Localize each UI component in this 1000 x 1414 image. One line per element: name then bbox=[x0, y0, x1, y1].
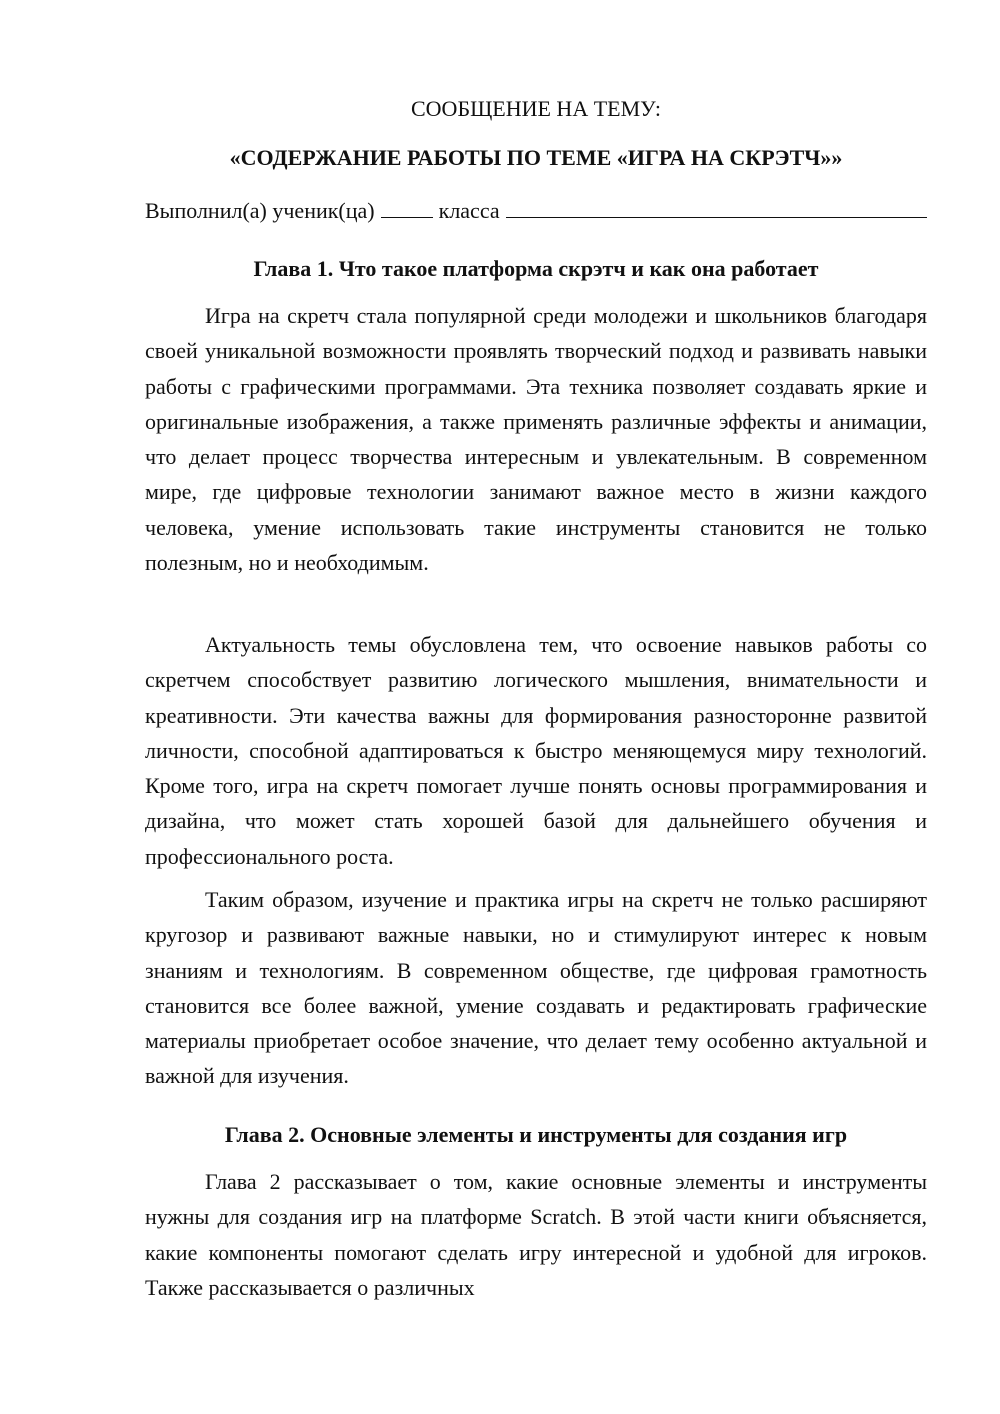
document-subtitle: «СОДЕРЖАНИЕ РАБОТЫ ПО ТЕМЕ «ИГРА НА СКРЭТЧ»» bbox=[229, 145, 843, 170]
class-label: класса bbox=[438, 198, 500, 223]
chapter-1-heading: Глава 1. Что такое платформа скрэтч и как она работает bbox=[253, 256, 819, 281]
chapter-1-paragraph-1: Игра на скретч стала популярной среди молодежи и школьников благодаря своей уникальной возможности проявлять творческий подход и развивать навыки работы с графическими программами. Эта техника позволяет создавать яркие и оригинальные изображения, а также применять различные эффекты и анимации, что делает процесс творчества интересным и увлекательным. В современном мире, где цифровые технологии занимают важное место в жизни каждого человека, умение использовать такие инструменты становится не только полезным, но и необходимым. bbox=[145, 303, 927, 576]
class-name-blank bbox=[506, 199, 927, 218]
grade-blank bbox=[381, 199, 433, 218]
document-title: СООБЩЕНИЕ НА ТЕМУ: bbox=[411, 96, 661, 121]
chapter-2-paragraph-1: Глава 2 рассказывает о том, какие основные элементы и инструменты нужны для создания игр на платформе Scratch. В этой части книги объясняется, какие компоненты помогают сделать игру интересной и удобной для игроков. Также рассказывается о различных bbox=[145, 1169, 927, 1300]
performed-by-label: Выполнил(а) ученик(ца) bbox=[145, 198, 375, 223]
chapter-2-heading: Глава 2. Основные элементы и инструменты для создания игр bbox=[224, 1122, 848, 1147]
chapter-1-paragraph-3: Таким образом, изучение и практика игры на скретч не только расширяют кругозор и развивают важные навыки, но и стимулируют интерес к новым знаниям и технологиям. В современном обществе, где цифровая грамотность становится все более важной, умение создавать и редактировать графические материалы приобретает особое значение, что делает тему особенно актуальной и важной для изучения. bbox=[145, 887, 927, 1089]
chapter-1-paragraph-2: Актуальность темы обусловлена тем, что освоение навыков работы со скретчем способствует развитию логического мышления, внимательности и креативности. Эти качества важны для формирования разносторонне развитой личности, способной адаптироваться к быстро меняющемуся миру технологий. Кроме того, игра на скретч помогает лучше понять основы программирования и дизайна, что может стать хорошей базой для дальнейшего обучения и профессионального роста. bbox=[145, 632, 927, 869]
author-line bbox=[145, 198, 927, 224]
